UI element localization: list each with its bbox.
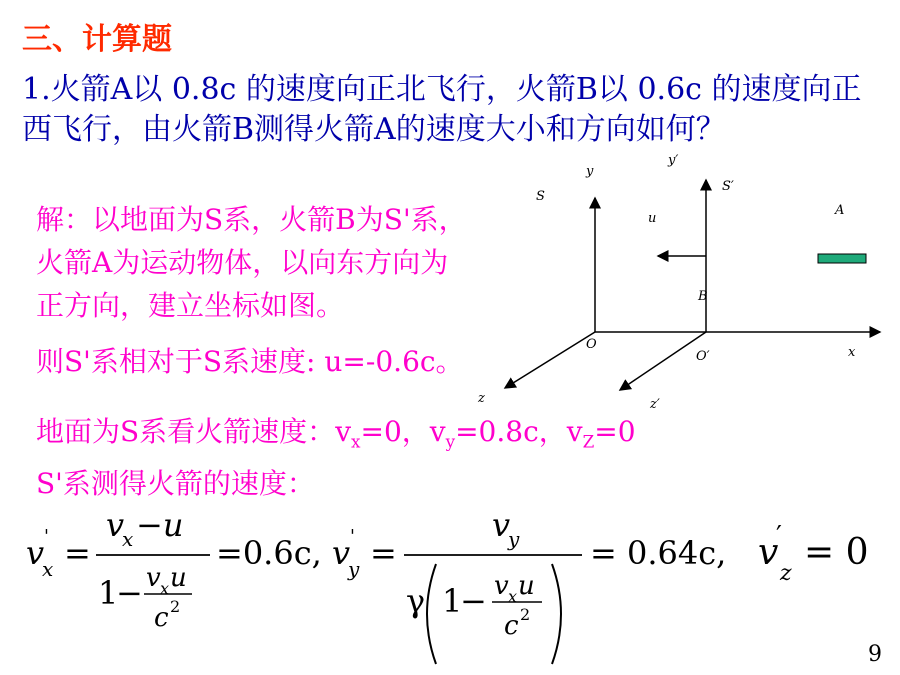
- vx-den-u: u: [170, 563, 187, 593]
- page-number: 9: [868, 642, 882, 667]
- vy-lhs-sub: y: [348, 557, 360, 581]
- vz-label: v: [566, 415, 583, 448]
- vy-value: =0.8c，: [455, 415, 567, 448]
- label-y-prime: y′: [668, 153, 679, 168]
- vy-den-minus: −: [460, 582, 487, 620]
- vy-eq: =: [370, 534, 397, 572]
- vz-lhs: v: [758, 532, 779, 573]
- vx-lhs: v: [26, 534, 45, 572]
- vy-den-u: u: [518, 571, 535, 601]
- vy-num: v: [492, 506, 511, 544]
- vy-den-v-sub: x: [508, 587, 518, 606]
- vy-lhs-prime: ': [350, 526, 355, 547]
- vx-label: v: [335, 415, 352, 448]
- vy-left-paren: [427, 564, 436, 664]
- label-S: S: [536, 189, 545, 204]
- vx-value: =0，: [360, 415, 430, 448]
- vz-sub: z: [780, 561, 792, 586]
- vx-den-minus: −: [116, 574, 143, 612]
- ground-prefix: 地面为S系看火箭速度：: [36, 415, 336, 448]
- label-A: A: [835, 203, 845, 218]
- vx-den-one: 1: [98, 574, 119, 612]
- coordinate-diagram: [470, 150, 890, 420]
- label-z-prime: z′: [650, 397, 660, 412]
- solution-line-2: 火箭A为运动物体，以向东方向为: [36, 246, 449, 279]
- vx-minus-u: −u: [136, 506, 184, 544]
- vx-result: =0.6c,: [216, 534, 322, 572]
- vy-num-sub: y: [508, 527, 520, 551]
- vx-den-c: c: [154, 603, 169, 633]
- vx-den-sq: 2: [170, 597, 181, 616]
- vy-den-v: v: [494, 571, 509, 601]
- label-B: B: [698, 289, 708, 304]
- solution-line-1: 解：以地面为S系，火箭B为S'系，: [36, 203, 467, 236]
- vy-label: v: [429, 415, 446, 448]
- label-x: x: [848, 345, 856, 360]
- vx-den-v-sub: x: [160, 579, 170, 598]
- vy-den-one: 1: [442, 582, 463, 620]
- label-u: u: [648, 211, 657, 226]
- label-y: y: [586, 164, 594, 179]
- vy-right-paren: [552, 564, 561, 664]
- vx-den-v: v: [146, 563, 161, 593]
- solution-line-3: 正方向，建立坐标如图。: [36, 289, 345, 322]
- vz-value: =0: [594, 415, 636, 448]
- z-axis: [505, 332, 595, 388]
- vx-num: v: [106, 506, 125, 544]
- vx-lhs-sub: x: [42, 557, 54, 581]
- vz-result: = 0: [804, 532, 869, 573]
- vy-lhs: v: [332, 534, 351, 572]
- velocity-formulas: [20, 500, 890, 670]
- sprime-line: S'系测得火箭的速度：: [36, 467, 315, 500]
- vx-lhs-prime: ': [44, 526, 49, 547]
- z-prime-axis: [620, 332, 706, 390]
- relative-velocity: 则S'系相对于S系速度: u=-0.6c。: [36, 345, 464, 378]
- vz-prime: ′: [776, 521, 782, 551]
- solution-setup: [36, 198, 467, 327]
- label-S-prime: S′: [722, 179, 734, 194]
- problem-statement: 1.火箭A以 0.8c 的速度向正北飞行，火箭B以 0.6c 的速度向正西飞行，由火箭B测得火箭A的速度大小和方向如何？: [22, 72, 862, 147]
- vx-eq: =: [64, 534, 91, 572]
- section-heading: 三、计算题: [22, 22, 172, 57]
- label-z: z: [478, 391, 485, 406]
- vy-sub: y: [445, 431, 456, 452]
- vz-sub: Z: [582, 431, 595, 452]
- vy-gamma: γ: [406, 582, 426, 620]
- label-O: O: [586, 337, 597, 352]
- vy-den-sq: 2: [520, 605, 531, 624]
- label-O-prime: O′: [696, 349, 710, 364]
- vy-result: = 0.64c,: [590, 534, 727, 572]
- vy-den-c: c: [504, 611, 519, 641]
- vx-num-sub: x: [122, 527, 134, 551]
- rocket-a: [818, 254, 866, 263]
- vx-sub: x: [351, 431, 361, 452]
